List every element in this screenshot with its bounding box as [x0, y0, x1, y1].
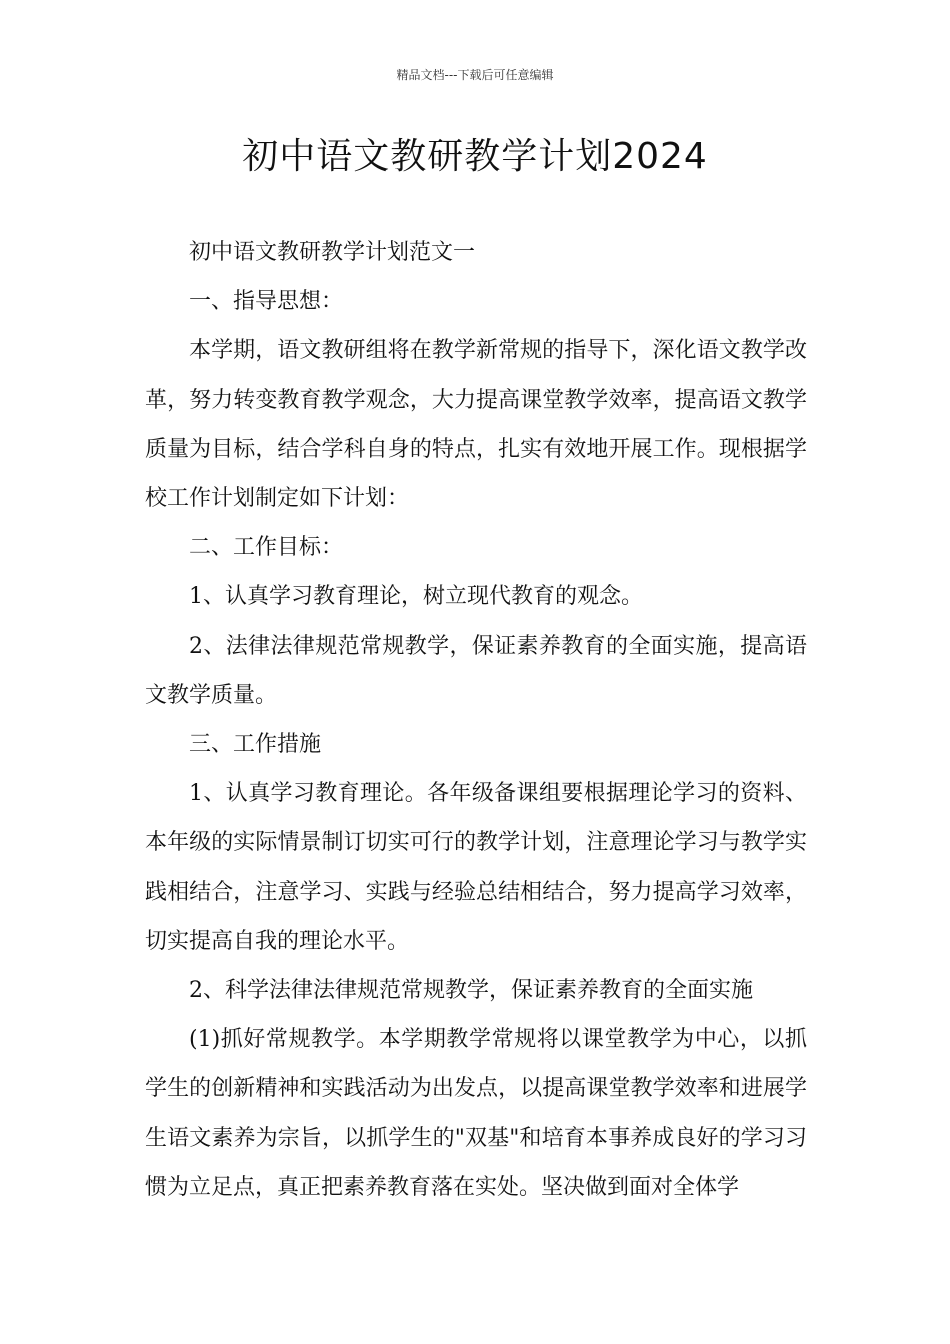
header-note: 精品文档---下载后可任意编辑 — [396, 68, 554, 82]
list-item-goal-2: 2、法律法律规范常规教学，保证素养教育的全面实施，提高语文教学质量。 — [145, 633, 807, 708]
document-body — [145, 228, 807, 1212]
paragraph-guiding-ideology: 本学期，语文教研组将在教学新常规的指导下，深化语文教学改革，努力转变教育教学观念，大力提高课堂教学效率，提高语文教学质量为目标，结合学科自身的特点，扎实有效地开展工作。现根据学校工作计划制定如下计划： — [145, 338, 807, 512]
paragraph-subtitle: 初中语文教研教学计划范文一 — [189, 240, 476, 265]
list-item-measure-1: 1、认真学习教育理论。各年级备课组要根据理论学习的资料、本年级的实际情景制订切实可行的教学计划，注意理论学习与教学实践相结合，注意学习、实践与经验总结相结合，努力提高学习效率，切实提高自我的理论水平。 — [145, 781, 807, 954]
list-item-measure-2-sub-1: (1)抓好常规教学。本学期教学常规将以课堂教学为中心，以抓学生的创新精神和实践活动为出发点，以提高课堂教学效率和进展学生语文素养为宗旨，以抓学生的"双基"和培育本事养成良好的学习习惯为立足点，真正把素养教育落在实处。坚决做到面对全体学 — [145, 1027, 807, 1200]
list-item-goal-1: 1、认真学习教育理论，树立现代教育的观念。 — [189, 584, 643, 610]
heading-work-goals: 二、工作目标： — [189, 535, 344, 561]
heading-work-measures: 三、工作措施 — [189, 732, 322, 758]
document-title: 初中语文教研教学计划2024 — [242, 136, 708, 177]
list-item-measure-2: 2、科学法律法律规范常规教学，保证素养教育的全面实施 — [189, 978, 753, 1004]
heading-guiding-ideology: 一、指导思想： — [189, 289, 344, 315]
